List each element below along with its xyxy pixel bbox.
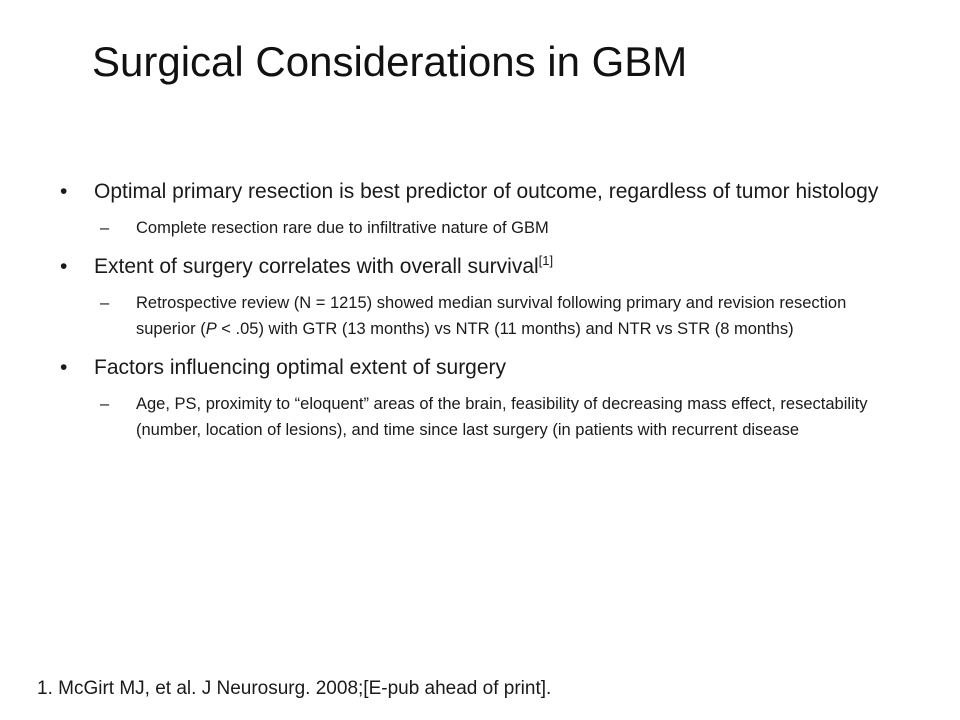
sub-bullet-text-part: < .05) with GTR (13 months) vs NTR (11 months) and NTR vs STR (8 months) [216, 320, 794, 338]
bullet-point-icon: • [60, 255, 68, 278]
sub-bullet-item [60, 391, 890, 443]
bullet-item [60, 176, 890, 207]
sub-bullet-item [60, 215, 890, 241]
bullet-text: Extent of surgery correlates with overall survival [94, 255, 539, 278]
dash-icon: – [100, 395, 110, 413]
slide-title: Surgical Considerations in GBM [92, 38, 688, 85]
sub-bullet-text: Age, PS, proximity to “eloquent” areas of the brain, feasibility of decreasing mass effect, resectability (number, location of lesions), and time since last surgery (in patients with recurrent disease [136, 395, 868, 439]
bullet-item [60, 251, 890, 282]
bullet-point-icon: • [60, 180, 68, 203]
bullet-text: Optimal primary resection is best predictor of outcome, regardless of tumor histology [94, 180, 879, 203]
bullet-point-icon: • [60, 356, 68, 379]
bullet-group-3 [60, 352, 890, 443]
footnote: 1. McGirt MJ, et al. J Neurosurg. 2008;[E-pub ahead of print]. [37, 678, 552, 699]
bullet-group-1 [60, 176, 890, 241]
sub-bullet-item [60, 290, 890, 342]
sub-bullet-text: Complete resection rare due to infiltrative nature of GBM [136, 219, 549, 237]
citation-marker: [1] [538, 253, 554, 268]
dash-icon: – [100, 219, 110, 237]
dash-icon: – [100, 294, 110, 312]
p-value-symbol: P [205, 320, 217, 338]
bullet-list [60, 176, 890, 453]
sub-bullet-text-part: Retrospective review (N = 1215) showed median survival following primary and revision resection superior ( [136, 294, 847, 338]
bullet-text: Factors influencing optimal extent of surgery [94, 356, 507, 379]
bullet-group-2 [60, 251, 890, 342]
bullet-item [60, 352, 890, 383]
